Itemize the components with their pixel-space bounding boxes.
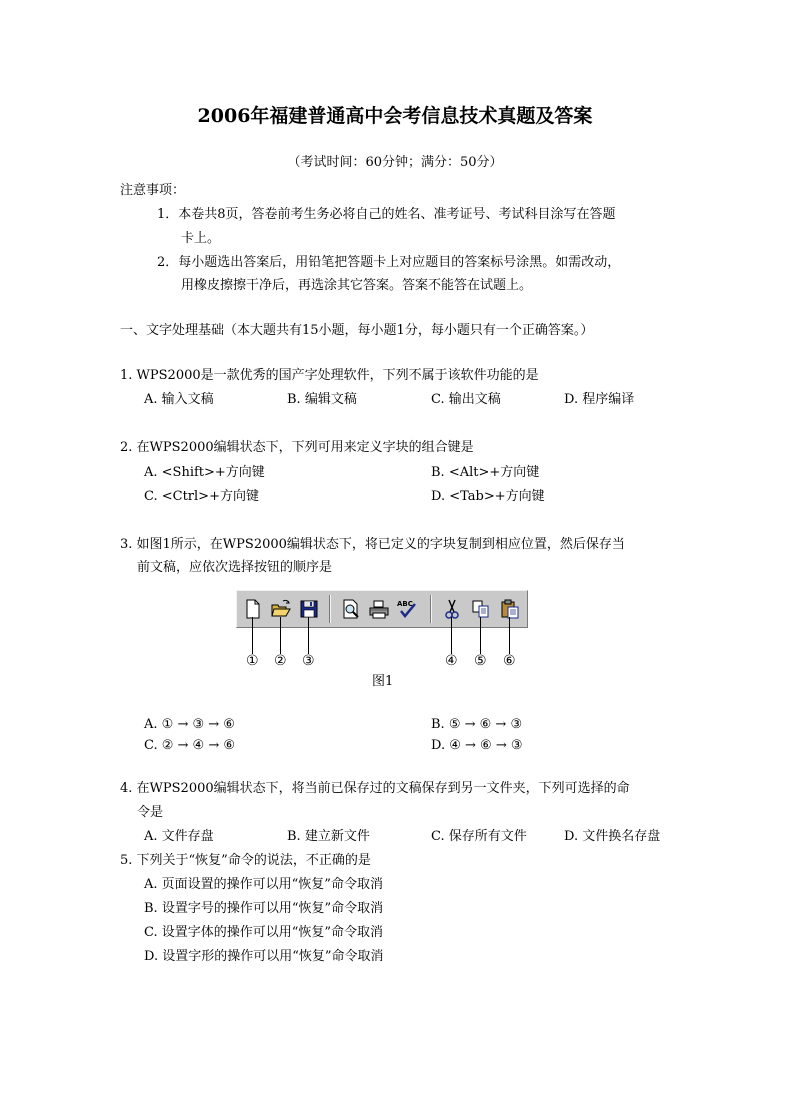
marker-6: ⑥ xyxy=(503,653,516,669)
q3-option-a: A. ① → ③ → ⑥ xyxy=(144,717,235,732)
question-3-stem: 3. 如图1所示，在WPS2000编辑状态下，将已定义的字块复制到相应位置，然后保存当 xyxy=(120,537,625,552)
save-disk-icon xyxy=(298,598,320,620)
spell-check-label: ABC xyxy=(397,600,413,608)
notice-heading: 注意事项： xyxy=(120,183,186,198)
q4-option-a: A. 文件存盘 xyxy=(144,829,214,844)
question-2-stem: 2. 在WPS2000编辑状态下，下列可用来定义字块的组合键是 xyxy=(120,440,474,455)
leader-line xyxy=(308,617,309,654)
notice-item-1-cont: 卡上。 xyxy=(181,231,221,246)
q2-option-c: C. <Ctrl>+方向键 xyxy=(144,489,259,504)
spell-check-icon xyxy=(396,598,418,620)
question-4-stem: 4. 在WPS2000编辑状态下，将当前已保存过的文稿保存到另一文件夹，下列可选择的命 xyxy=(120,781,630,796)
printer-icon xyxy=(368,598,390,620)
copy-icon xyxy=(470,598,492,620)
section-heading: 一、文字处理基础（本大题共有15小题，每小题1分，每小题只有一个正确答案。） xyxy=(120,323,594,338)
q3-option-b: B. ⑤ → ⑥ → ③ xyxy=(431,717,523,732)
notice-item-1: 1．本卷共8页，答卷前考生务必将自己的姓名、准考证号、考试科目涂写在答题 xyxy=(157,207,616,222)
new-document-icon xyxy=(242,598,264,620)
open-folder-icon xyxy=(270,598,292,620)
page-title: 2006年福建普通高中会考信息技术真题及答案 xyxy=(197,105,593,127)
question-3-stem-cont: 前文稿，应依次选择按钮的顺序是 xyxy=(137,560,333,575)
leader-line xyxy=(509,617,510,654)
q2-option-b: B. <Alt>+方向键 xyxy=(431,465,540,480)
paste-icon xyxy=(499,598,521,620)
marker-2: ② xyxy=(274,653,287,669)
exam-info: （考试时间：60分钟；满分：50分） xyxy=(287,155,503,170)
notice-item-2: 2．每小题选出答案后，用铅笔把答题卡上对应题目的答案标号涂黑。如需改动， xyxy=(157,255,621,270)
q1-option-c: C. 输出文稿 xyxy=(431,392,501,407)
notice-item-2-cont: 用橡皮擦擦干净后，再选涂其它答案。答案不能答在试题上。 xyxy=(181,278,533,293)
q1-option-a: A. 输入文稿 xyxy=(144,392,214,407)
question-1-stem: 1. WPS2000是一款优秀的国产字处理软件，下列不属于该软件功能的是 xyxy=(120,368,539,383)
figure-caption: 图1 xyxy=(372,674,394,689)
q5-option-a: A. 页面设置的操作可以用“恢复”命令取消 xyxy=(144,877,383,892)
leader-line xyxy=(280,617,281,654)
q4-option-c: C. 保存所有文件 xyxy=(431,829,527,844)
q5-option-d: D. 设置字形的操作可以用“恢复”命令取消 xyxy=(144,949,384,964)
toolbar-separator xyxy=(329,595,331,623)
scissors-cut-icon xyxy=(441,598,463,620)
q4-option-d: D. 文件换名存盘 xyxy=(564,829,661,844)
marker-4: ④ xyxy=(445,653,458,669)
q2-option-a: A. <Shift>+方向键 xyxy=(144,465,265,480)
q4-option-b: B. 建立新文件 xyxy=(287,829,370,844)
question-4-stem-cont: 令是 xyxy=(137,805,164,820)
q5-option-b: B. 设置字号的操作可以用“恢复”命令取消 xyxy=(144,901,384,916)
q3-option-d: D. ④ → ⑥ → ③ xyxy=(431,738,523,753)
leader-line xyxy=(451,617,452,654)
toolbar-separator xyxy=(430,595,432,623)
print-preview-icon xyxy=(340,598,362,620)
q5-option-c: C. 设置字体的操作可以用“恢复”命令取消 xyxy=(144,925,384,940)
marker-3: ③ xyxy=(302,653,315,669)
q3-option-c: C. ② → ④ → ⑥ xyxy=(144,738,236,753)
leader-line xyxy=(252,617,253,654)
q1-option-d: D. 程序编译 xyxy=(564,392,635,407)
marker-5: ⑤ xyxy=(474,653,487,669)
marker-1: ① xyxy=(246,653,259,669)
q2-option-d: D. <Tab>+方向键 xyxy=(431,489,545,504)
leader-line xyxy=(480,617,481,654)
question-5-stem: 5. 下列关于“恢复”命令的说法，不正确的是 xyxy=(120,853,371,868)
q1-option-b: B. 编辑文稿 xyxy=(287,392,357,407)
